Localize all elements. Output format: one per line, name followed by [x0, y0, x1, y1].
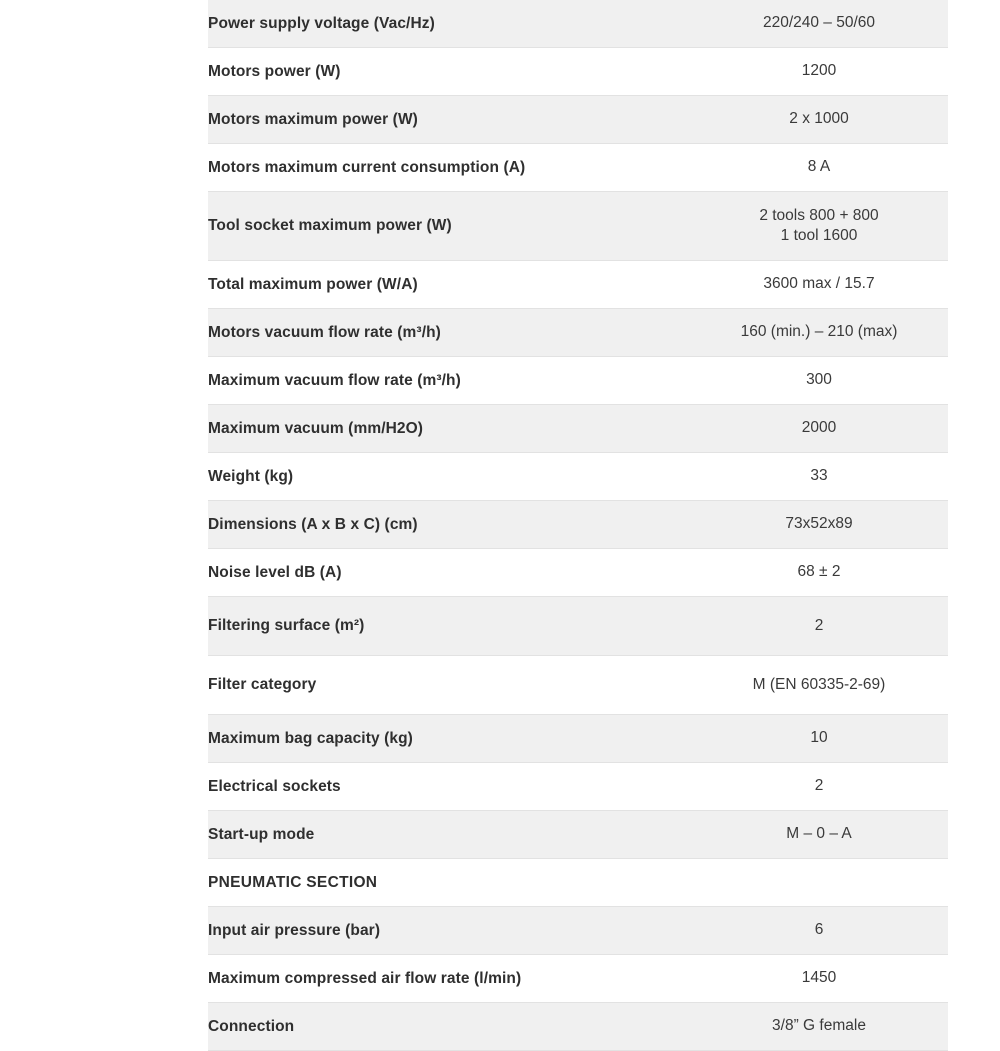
table-row: [208, 0, 948, 48]
spec-value: [690, 1003, 948, 1051]
spec-value: [690, 955, 948, 1003]
spec-label: Tool socket maximum power (W): [208, 192, 690, 261]
table-row: [208, 405, 948, 453]
spec-value: [690, 357, 948, 405]
table-row: [208, 656, 948, 715]
spec-label: Maximum compressed air flow rate (l/min): [208, 955, 690, 1003]
table-row: [208, 501, 948, 549]
spec-value: [690, 763, 948, 811]
spec-value-line: 2 tools 800 + 800: [759, 206, 879, 224]
table-row: [208, 907, 948, 955]
table-row: [208, 597, 948, 656]
spec-label: Dimensions (A x B x C) (cm): [208, 501, 690, 549]
spec-value-line: 3600 max / 15.7: [763, 275, 875, 293]
spec-label: Maximum vacuum (mm/H2O): [208, 405, 690, 453]
spec-value-line: 160 (min.) – 210 (max): [740, 323, 898, 341]
spec-label: Noise level dB (A): [208, 549, 690, 597]
spec-value-line: 68 ± 2: [797, 563, 841, 581]
spec-value: [690, 811, 948, 859]
table-row: [208, 811, 948, 859]
spec-value: [690, 656, 948, 715]
spec-value-line: 220/240 – 50/60: [762, 14, 876, 32]
spec-label: Motors maximum power (W): [208, 96, 690, 144]
table-row: [208, 955, 948, 1003]
spec-value: [690, 501, 948, 549]
table-row: [208, 192, 948, 261]
spec-value: [690, 309, 948, 357]
table-row: [208, 261, 948, 309]
spec-value: [690, 549, 948, 597]
spec-label: Maximum vacuum flow rate (m³/h): [208, 357, 690, 405]
spec-value-line: 300: [806, 371, 832, 389]
spec-label: Motors maximum current consumption (A): [208, 144, 690, 192]
spec-value: [690, 96, 948, 144]
table-row: [208, 1003, 948, 1051]
spec-value-line: 33: [810, 467, 828, 485]
spec-value: [690, 48, 948, 96]
spec-value-line: 1200: [801, 62, 837, 80]
table-row: [208, 48, 948, 96]
spec-value-line: 2: [814, 616, 824, 634]
spec-value: [690, 261, 948, 309]
spec-value-line: 2 x 1000: [789, 110, 849, 128]
spec-value-line: M – 0 – A: [786, 825, 852, 843]
spec-value-line: 2000: [801, 419, 837, 437]
spec-label: Motors power (W): [208, 48, 690, 96]
spec-label: Total maximum power (W/A): [208, 261, 690, 309]
spec-label: Input air pressure (bar): [208, 907, 690, 955]
spec-value-line: M (EN 60335-2-69): [752, 675, 886, 693]
spec-value: [690, 144, 948, 192]
spec-value: [690, 453, 948, 501]
spec-value: [690, 597, 948, 656]
spec-label: PNEUMATIC SECTION: [208, 859, 690, 907]
spec-label: Motors vacuum flow rate (m³/h): [208, 309, 690, 357]
spec-label: Electrical sockets: [208, 763, 690, 811]
spec-value: [690, 0, 948, 48]
spec-value-line: 6: [814, 921, 824, 939]
specifications-table: [208, 0, 948, 1051]
spec-value: [690, 715, 948, 763]
spec-value-line: 10: [810, 729, 828, 747]
spec-value-line: 73x52x89: [785, 515, 853, 533]
spec-value-line: 2: [814, 777, 824, 795]
spec-value: [690, 859, 948, 907]
spec-label: Start-up mode: [208, 811, 690, 859]
spec-label: Connection: [208, 1003, 690, 1051]
table-body: [208, 0, 948, 1051]
spec-label: Filtering surface (m²): [208, 597, 690, 656]
table-row: [208, 144, 948, 192]
table-row: [208, 763, 948, 811]
table-row: [208, 549, 948, 597]
spec-value-line: 3/8” G female: [772, 1017, 866, 1035]
spec-label: Maximum bag capacity (kg): [208, 715, 690, 763]
table-section-row: [208, 859, 948, 907]
table-row: [208, 309, 948, 357]
spec-value-line: 1 tool 1600: [780, 227, 858, 244]
spec-label: Filter category: [208, 656, 690, 715]
spec-value: [690, 405, 948, 453]
spec-value: [690, 192, 948, 261]
spec-label: Power supply voltage (Vac/Hz): [208, 0, 690, 48]
spec-value-line: 8 A: [807, 158, 831, 176]
table-row: [208, 357, 948, 405]
spec-value-line: 1450: [801, 969, 837, 987]
table-row: [208, 96, 948, 144]
table-row: [208, 715, 948, 763]
table-row: [208, 453, 948, 501]
spec-label: Weight (kg): [208, 453, 690, 501]
spec-value: [690, 907, 948, 955]
